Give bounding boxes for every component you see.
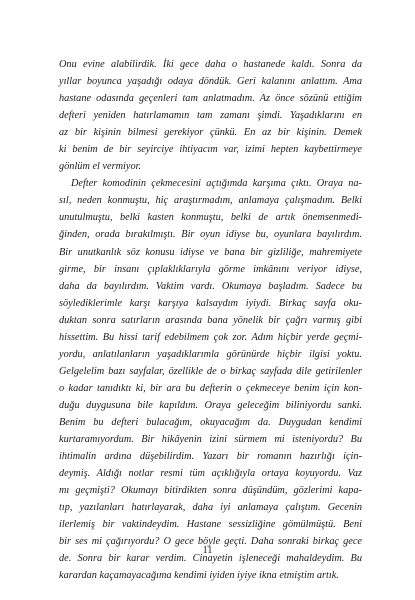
text-line: ki benim de bir seyirciye ihtiyacım var, izimi hepten kaybettirmeye — [59, 144, 362, 156]
page-number: 11 — [202, 545, 213, 556]
text-line: az bir kişinin bilmesi gerekiyor çünkü. En az bir kişinin. Demek — [59, 127, 362, 139]
text-line: Gelgelelim bazı sayfalar, özellikle de o birkaç sayfada dile getirilenler — [59, 365, 362, 377]
text-line: defteri yeniden hatırlamamın tam zamanı şimdi. Yaşadıklarını en — [59, 110, 362, 122]
text-line: Defter komodinin çekmecesini açtığımda karşıma çıktı. Oraya na- — [71, 178, 362, 190]
text-line: tıp, yazılanları hatırlayarak, daha iyi anlamaya çalıştım. Gecenin — [59, 502, 362, 514]
text-line: ihtimalin ardına düşebilirdim. Yazarı bir romanın hazırlığı için- — [59, 451, 362, 463]
text-line: yıllar boyunca yaşadığı odaya döndük. Geri kalanını anlattım. Ama — [59, 76, 362, 88]
text-line: gönlüm el vermiyor. — [59, 161, 142, 173]
text-line: deymiş. Aldığı notlar resmi tüm açıklığıyla ortaya koyuyordu. Vaz — [59, 468, 362, 480]
text-line: bir ses mi çağırıyordu? O gece böyle geçti. Daha sonraki birkaç gece — [59, 536, 362, 548]
text-line: duktan sonra satırların arasında bana yönelik bir çağrı varmış gibi — [59, 314, 362, 326]
text-line: duğu duygusuna bile kapıldım. Oraya geleceğim biliniyordu sanki. — [59, 399, 362, 411]
text-line: hissettim. Bu hissi tarif edebilmem çok zor. Adım hiçbir yerde geçmi- — [59, 331, 362, 343]
text-line: hastane odasında geçenleri tam anlatmadım. Az önce sözünü ettiğim — [59, 93, 362, 105]
text-line: kurtaramıyordum. Bir hikâyenin izini sürmem mi isteniyordu? Bu — [59, 434, 362, 446]
text-line: Onu evine alabilirdik. İki gece daha o hastanede kaldı. Sonra da — [59, 59, 362, 70]
text-line: unutulmuştu, belki kasten konmuştu, belki de artık önemsenmedi- — [59, 212, 362, 224]
text-line: sıl, neden konmuştu, hiç araştırmadım, anlamaya çalışmadım. Belki — [59, 195, 362, 207]
text-line: mı geçmişti? Okumayı bitirdikten sonra düşündüm, gözlerimi kapa- — [59, 485, 362, 497]
text-line: daha da bayılırdım. Vaktim vardı. Okumaya başladım. Sadece bu — [59, 280, 362, 292]
text-line: yordu, anlatılanların yaşadıklarımla görünürde hiçbir ilgisi yoktu. — [59, 348, 362, 360]
body-text — [59, 56, 362, 584]
text-line: Benim bu defteri bulacağım, okuyacağım da. Duygudan kendimi — [59, 416, 362, 428]
text-line: girme, bir insanı çıplaklıklarıyla görme imkânını veriyor idiyse, — [59, 263, 362, 275]
text-line: karardan kaçamayacağıma kendimi iyiden iyiye ikna etmiştim artık. — [59, 570, 339, 582]
text-line: ğinden, orada bırakılmıştı. Bir oyun idiyse bu, oyunlara bayılırdım. — [59, 229, 362, 241]
text-line: Bir unutkanlık söz konusu idiyse ve bana bir gizliliğe, mahremiyete — [59, 246, 362, 258]
text-line: ilerlemiş bir vaktindeydim. Hastane sessizliğine gömülmüştü. Beni — [59, 519, 362, 531]
text-line: de. Sonra bir karar verdim. Cinayetin işleneceği mahaldeydim. Bu — [59, 553, 362, 565]
text-line: o kadar tanıdıktı ki, bir ara bu defterin o çekmeceye benim için kon- — [59, 382, 362, 394]
text-line: söylediklerimle karşı karşıya kalsaydım iyiydi. Birkaç sayfa oku- — [59, 297, 362, 309]
